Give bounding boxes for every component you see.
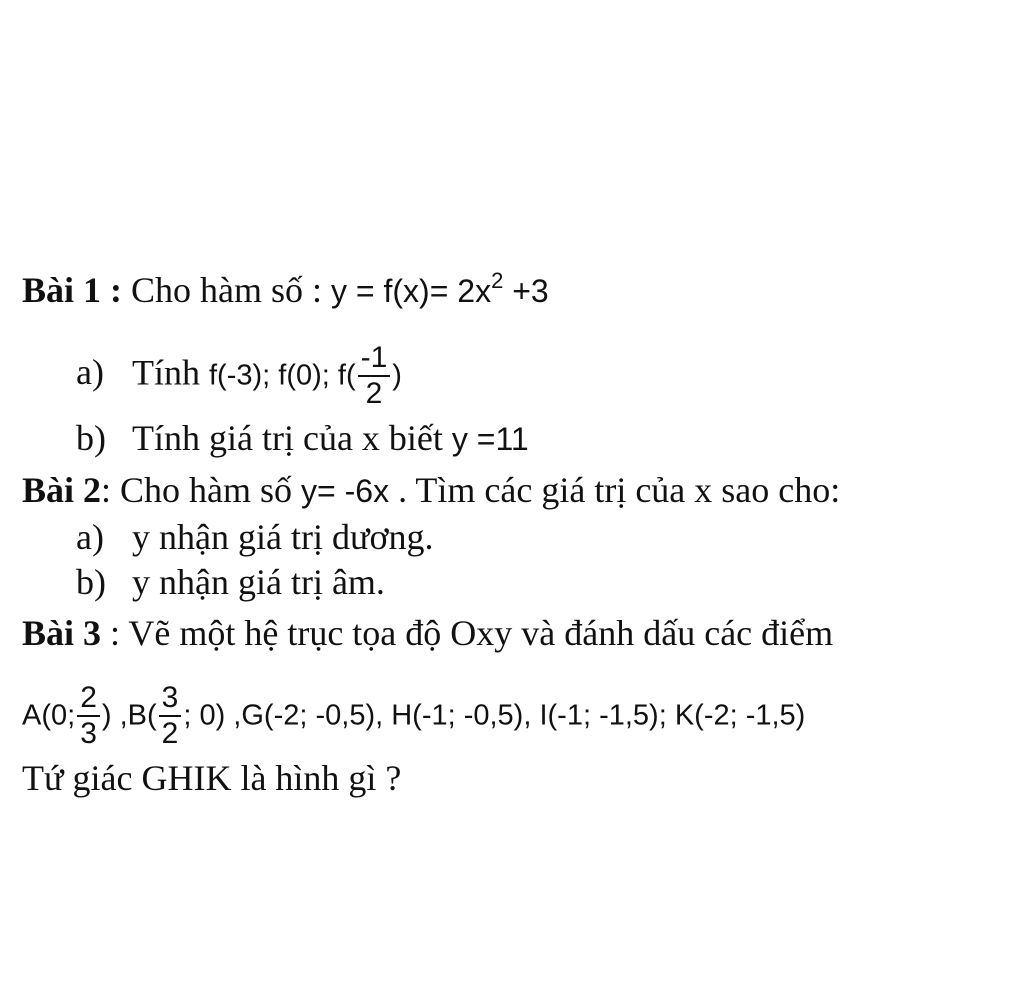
bai3-heading: Bài 3 <box>22 613 102 653</box>
bai2-b-line <box>76 562 385 602</box>
bai2-text-after: . Tìm các giá trị của x sao cho: <box>389 470 841 510</box>
bai2-a-label: a) <box>76 517 104 557</box>
bai3-point-a-fraction <box>77 683 100 749</box>
bai3-points-start: A(0; <box>22 699 76 732</box>
bai1-a-fraction-numerator: -1 <box>358 343 391 377</box>
bai3-point-a-fraction-numerator: 2 <box>77 683 100 717</box>
bai3-text: : Vẽ một hệ trục tọa độ Oxy và đánh dấu các điểm <box>101 613 834 653</box>
bai3-points-line <box>22 683 805 749</box>
bai1-formula <box>331 268 549 309</box>
bai1-b-line <box>76 418 529 459</box>
bai1-a-line <box>76 343 402 409</box>
bai1-formula-main: y = f(x)= 2x <box>331 273 492 309</box>
bai1-formula-tail: +3 <box>503 273 549 309</box>
bai1-a-text: Tính <box>132 352 209 393</box>
bai3-question: Tứ giác GHIK là hình gì ? <box>22 758 402 798</box>
bai2-a-text: y nhận giá trị dương. <box>132 517 434 557</box>
bai1-a-expr-close: ) <box>392 359 402 392</box>
bai2-text-before: : Cho hàm số <box>101 470 302 510</box>
bai1-a-fraction <box>358 343 391 409</box>
bai1-b-expr: y =11 <box>451 421 529 457</box>
bai2-a-line <box>76 517 434 557</box>
bai1-b-text: Tính giá trị của x biết <box>132 418 452 458</box>
bai1-b-label: b) <box>76 418 106 458</box>
bai1-a-label: a) <box>76 352 104 393</box>
bai2-b-text: y nhận giá trị âm. <box>132 562 385 602</box>
bai2-expr: y= -6x <box>301 473 390 509</box>
bai3-point-a-fraction-denominator: 3 <box>80 717 97 750</box>
bai3-line <box>22 613 833 653</box>
bai1-heading: Bài 1 : <box>22 270 123 310</box>
bai1-line <box>22 270 549 311</box>
bai3-point-b-fraction-denominator: 2 <box>161 717 179 750</box>
bai2-b-label: b) <box>76 562 106 602</box>
bai3-point-b-fraction-numerator: 3 <box>159 683 182 717</box>
bai3-question-line <box>22 758 401 798</box>
bai1-text: Cho hàm số : <box>122 270 332 310</box>
bai3-point-b-fraction <box>159 683 182 749</box>
bai1-a-expr: f(-3); f(0); f( <box>209 359 356 392</box>
bai2-heading: Bài 2 <box>22 470 102 510</box>
bai3-points-mid: ) ,B( <box>101 699 157 732</box>
bai1-a-fraction-denominator: 2 <box>365 377 383 410</box>
bai3-points-end: ; 0) ,G(-2; -0,5), H(-1; -0,5), I(-1; -1,5); K(-2; -1,5) <box>183 699 806 732</box>
bai1-formula-exponent: 2 <box>491 268 504 293</box>
bai2-line <box>22 470 840 511</box>
